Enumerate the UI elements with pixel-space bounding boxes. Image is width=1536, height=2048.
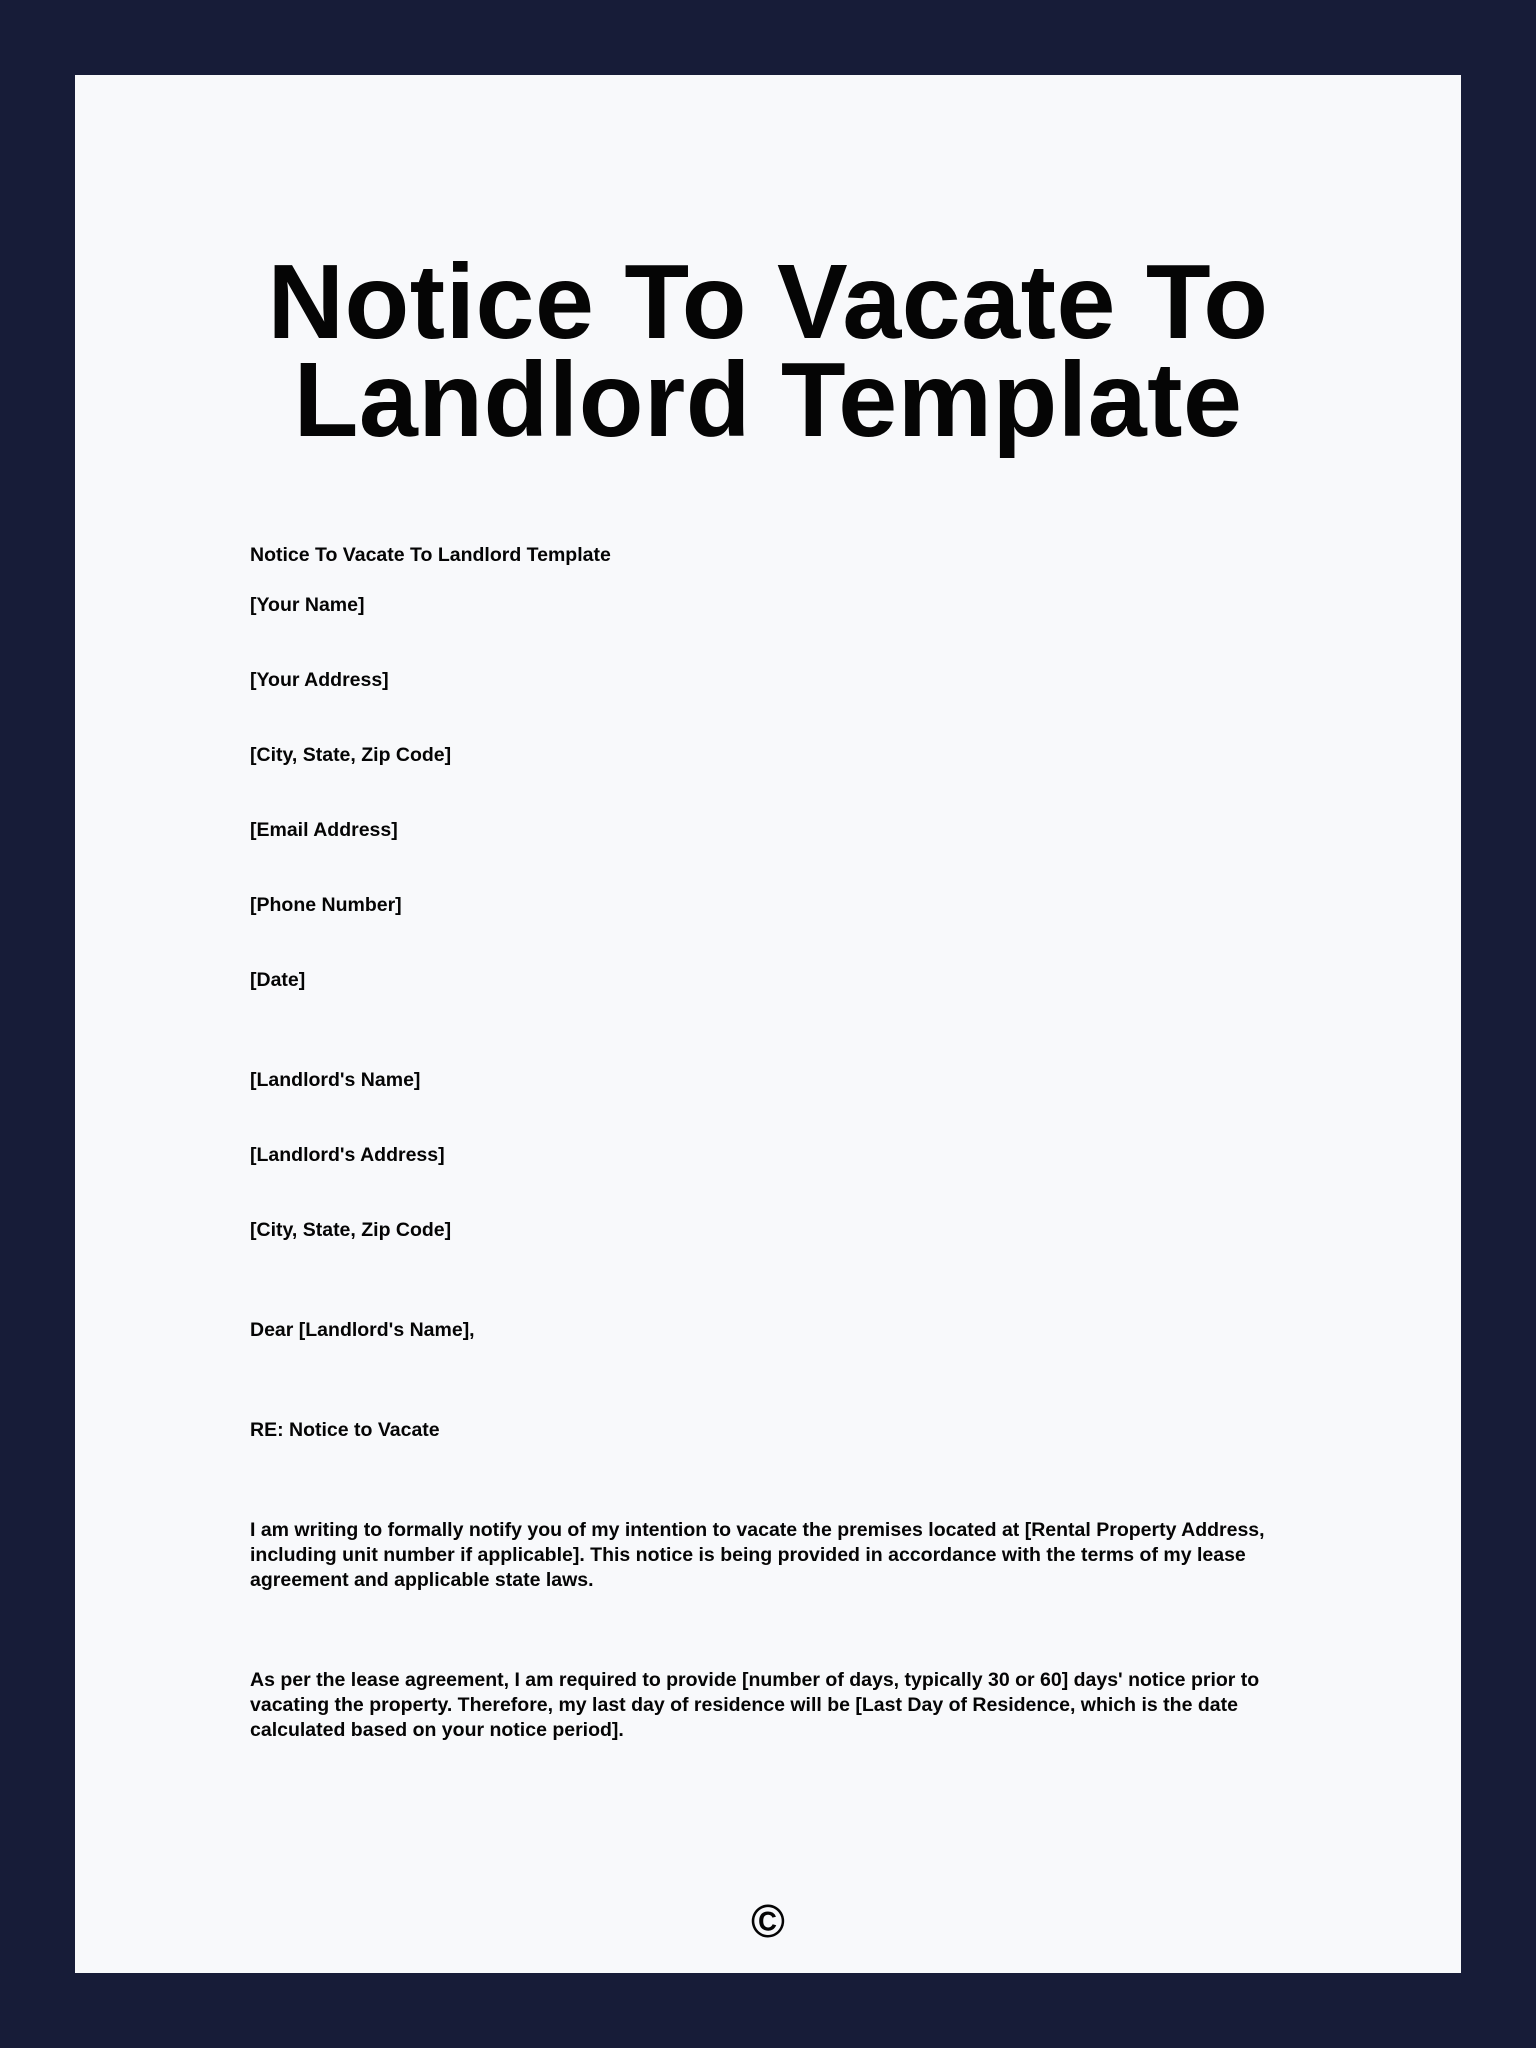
sender-address: [Your Address] bbox=[250, 669, 389, 691]
recipient-city-state-zip: [City, State, Zip Code] bbox=[250, 1219, 452, 1241]
sender-email: [Email Address] bbox=[250, 819, 398, 841]
sender-city-state-zip: [City, State, Zip Code] bbox=[250, 744, 452, 766]
letter-date: [Date] bbox=[250, 969, 306, 991]
paragraph-2: As per the lease agreement, I am required to provide [number of days, typically 30 or 60] days' notice prior to vacating the property. Therefore, my last day of residence will be [Last Day of Residence, which is the date calculated based on your notice period]. bbox=[250, 1669, 1260, 1741]
document-title-line-2: Landlord Template bbox=[293, 341, 1243, 459]
document-page bbox=[75, 75, 1461, 1973]
salutation: Dear [Landlord's Name], bbox=[250, 1319, 475, 1341]
recipient-address: [Landlord's Address] bbox=[250, 1144, 445, 1166]
document-subtitle: Notice To Vacate To Landlord Template bbox=[250, 544, 611, 566]
paragraph-1: I am writing to formally notify you of my intention to vacate the premises located at [Rental Property Address, including unit number if applicable]. This notice is being provided in accordance with the terms of my lease agreement and applicable state laws. bbox=[250, 1519, 1265, 1591]
document-title bbox=[75, 243, 1461, 459]
subject-line: RE: Notice to Vacate bbox=[250, 1419, 440, 1441]
copyright-icon: © bbox=[751, 1895, 785, 1947]
sender-phone: [Phone Number] bbox=[250, 894, 402, 916]
recipient-name: [Landlord's Name] bbox=[250, 1069, 421, 1091]
document-title-line-1: Notice To Vacate To bbox=[267, 243, 1269, 361]
sender-name: [Your Name] bbox=[250, 594, 365, 616]
